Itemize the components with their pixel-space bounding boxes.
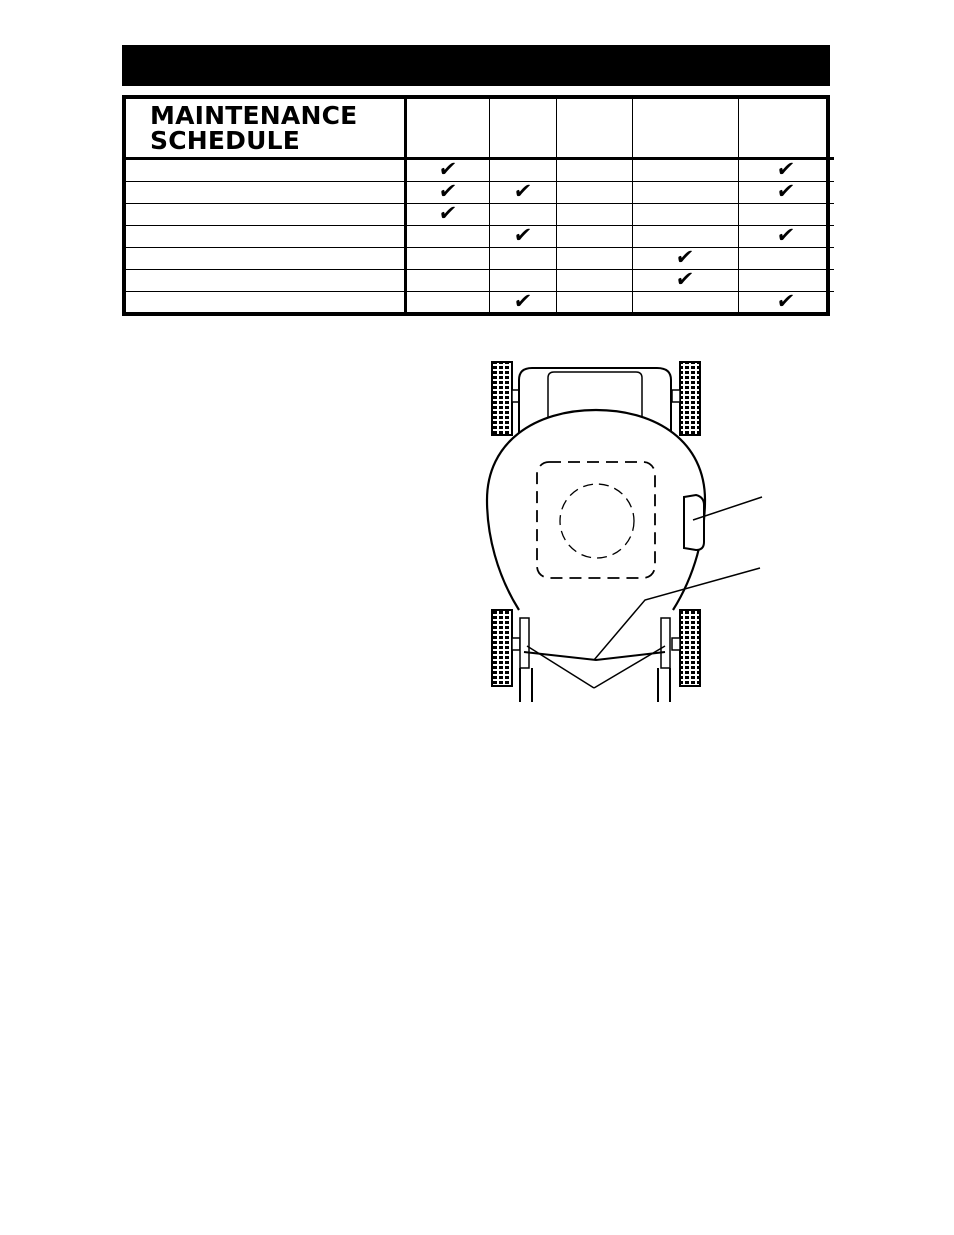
check-icon: ✔ — [512, 179, 533, 203]
schedule-cell — [556, 270, 632, 292]
interval-header-4 — [632, 99, 738, 159]
discharge-chute — [684, 495, 704, 550]
front-left-wheel — [492, 610, 520, 686]
schedule-cell — [632, 159, 738, 182]
interval-header-1 — [405, 99, 489, 159]
table-row — [126, 270, 834, 292]
interval-header-5 — [738, 99, 834, 159]
task-cell — [126, 270, 405, 292]
task-cell — [126, 204, 405, 226]
maintenance-schedule-table — [122, 95, 830, 316]
check-icon: ✔ — [437, 179, 458, 203]
schedule-cell — [632, 267, 738, 292]
schedule-cell — [738, 223, 834, 248]
table-row — [126, 182, 834, 204]
schedule-cell — [405, 270, 489, 292]
schedule-cell — [405, 226, 489, 248]
schedule-cell — [632, 204, 738, 226]
check-icon: ✔ — [775, 223, 797, 247]
check-icon: ✔ — [437, 201, 458, 225]
schedule-cell — [632, 292, 738, 314]
table-row — [126, 204, 834, 226]
table-title — [126, 103, 404, 153]
table-title-line2: SCHEDULE — [150, 126, 301, 155]
check-icon: ✔ — [512, 223, 533, 247]
schedule-cell — [738, 248, 834, 270]
task-cell — [126, 226, 405, 248]
task-cell — [126, 248, 405, 270]
schedule-cell — [405, 201, 489, 226]
interval-header-2 — [489, 99, 556, 159]
check-icon: ✔ — [775, 157, 797, 181]
schedule-cell — [556, 292, 632, 314]
schedule-cell — [556, 226, 632, 248]
front-right-wheel — [672, 610, 700, 686]
task-cell — [126, 182, 405, 204]
schedule-cell — [556, 204, 632, 226]
table-title-cell — [126, 99, 405, 159]
schedule-cell — [405, 292, 489, 314]
schedule-cell — [489, 248, 556, 270]
schedule-cell — [489, 223, 556, 248]
check-icon: ✔ — [512, 289, 533, 313]
schedule-cell — [556, 182, 632, 204]
check-icon: ✔ — [674, 245, 696, 269]
schedule-cell — [556, 248, 632, 270]
task-cell — [126, 159, 405, 182]
section-header-bar — [122, 45, 830, 86]
table-row — [126, 292, 834, 314]
schedule-cell — [738, 179, 834, 204]
table-row — [126, 226, 834, 248]
check-icon: ✔ — [437, 157, 458, 181]
check-icon: ✔ — [775, 289, 797, 313]
schedule-cell — [489, 179, 556, 204]
mower-underside-diagram — [470, 352, 770, 702]
schedule-cell — [489, 289, 556, 314]
check-icon: ✔ — [674, 267, 696, 291]
table-row — [126, 159, 834, 182]
check-icon: ✔ — [775, 179, 797, 203]
schedule-cell — [738, 289, 834, 314]
table-header-row — [126, 99, 834, 159]
table-title-line1: MAINTENANCE — [150, 101, 358, 130]
interval-header-3 — [556, 99, 632, 159]
schedule-cell — [556, 159, 632, 182]
table-row — [126, 248, 834, 270]
schedule-cell — [632, 182, 738, 204]
rear-left-wheel — [492, 362, 520, 435]
schedule-cell — [405, 248, 489, 270]
task-cell — [126, 292, 405, 314]
rear-right-wheel — [672, 362, 700, 435]
mower-deck-outline — [487, 410, 705, 610]
